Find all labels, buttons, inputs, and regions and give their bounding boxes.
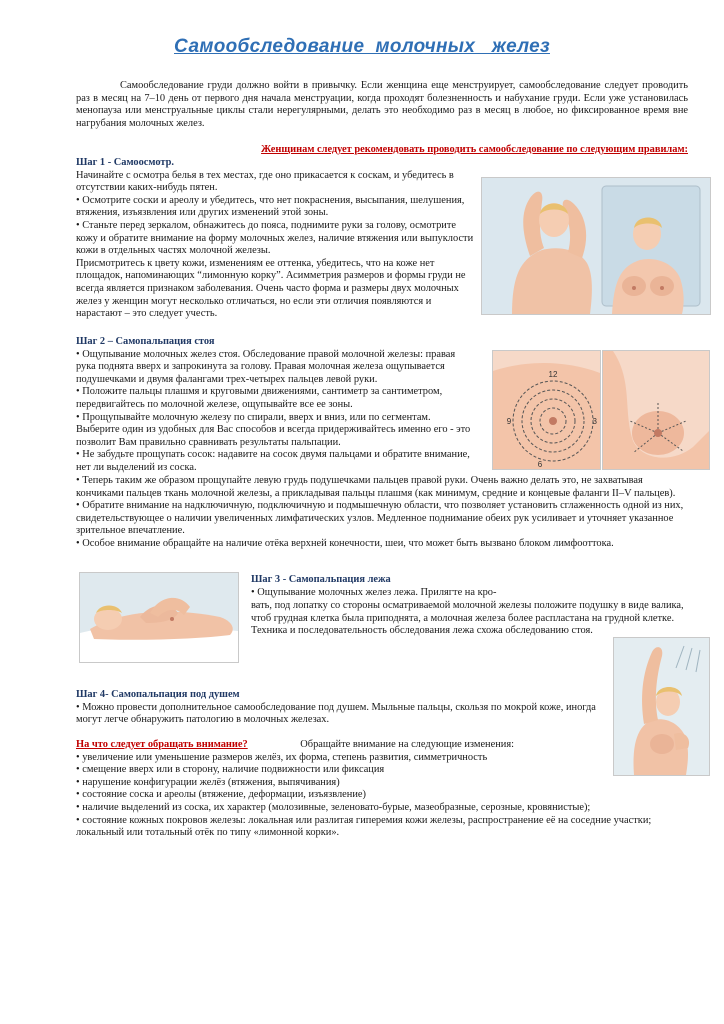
step3-text: вать, под лопатку со стороны осматриваемой молочной железы положите подушку в виде валика, чтоб грудная клетка была приподнята, а молочная железа более распластана на грудной клетке. Техника и последовательность обследования лежа схожа обследованию стоя. — [251, 600, 684, 637]
intro-text: Самообследование груди должно войти в привычку. Если женщина еще менструирует, самообследование следует проводить раз в месяц на 7–10 день от первого дня начала менструации, когда проходят болезненность и набухание груди. Если уже установилась менопауза или менструальные циклы стали нерегулярными, делать это необходимо раз в месяц в любое, но фиксированное время вне нагрубания молочных желез. — [76, 80, 688, 129]
step2-line: • Ощупывание молочных желез стоя. Обследование правой молочной железы: правая рука поднята вверх и запрокинута за голову. Правая молочная железа ощупывается подушечками и двумя фалангами трех-четырех пальцев левой руки. — [76, 348, 456, 385]
attention-item: • состояние кожных покровов железы: локальная или разлитая гиперемия кожи железы, распространение её на соседние участки; локальный или тотальный отёк по типу «лимонной корки». — [76, 814, 652, 839]
attention-item: • состояние соска и ареолы (втяжение, деформации, изъязвление) — [76, 789, 366, 801]
attention-item: • увеличение или уменьшение размеров желёз, их форма, степень развития, симметричность — [76, 751, 488, 763]
mirror-exam-illustration — [481, 177, 711, 315]
page-title: Самообследование молочных желез — [174, 36, 550, 57]
clock-label-9: 9 — [506, 417, 512, 426]
step2-section — [76, 336, 476, 475]
step2-continued — [76, 475, 688, 551]
step1-line: Начинайте с осмотра белья в тех местах, где оно прикасается к соскам, и убедитесь в отсутствии каких-нибудь пятен. — [76, 169, 454, 194]
step1-line: • Станьте перед зеркалом, обнажитесь до пояса, поднимите руки за голову, осмотрите кожу и обратите внимание на форму молочных желез, наличие втяжения или выпуклости кожи в отдельных частях молочной железы. — [76, 219, 474, 257]
step4-heading: Шаг 4- Самопальпация под душем — [76, 689, 240, 700]
step2-wide-line: • Особое внимание обращайте на наличие отёка верхней конечности, шеи, что может быть вызвано блоком лимфооттока. — [76, 537, 614, 549]
attention-section — [76, 739, 688, 840]
step2-heading: Шаг 2 – Самопальпация стоя — [76, 336, 215, 347]
attention-subheading: Обращайте внимание на следующие изменения: — [300, 739, 515, 750]
rules-heading: Женщинам следует рекомендовать проводить самообследование по следующим правилам: — [261, 144, 688, 155]
step2-line: • Положите пальцы плашмя и круговыми движениями, сантиметр за сантиметром, передвигайтесь по молочной железе, ощупывайте все ее зоны. — [76, 386, 443, 410]
step2-line: • Не забудьте прощупать сосок: надавите на сосок двумя пальцами и обратите внимание, нет ли выделений из соска. — [76, 449, 470, 473]
step1-line: • Осмотрите соски и ареолу и убедитесь, что нет покраснения, высыпания, шелушения, втяжения, изъязвления или других изменений этой зоны. — [76, 194, 465, 219]
lying-exam-illustration — [79, 572, 239, 663]
step1-heading: Шаг 1 - Самоосмотр. — [76, 157, 175, 168]
step2-wide-line: • Теперь таким же образом прощупайте левую грудь подушечками пальцев правой руки. Очень важно делать это, не захватывая кончиками пальцев ткань молочной железы, а прикладывая пальцы плашмя (как минимум, средние и концевые фаланги II–V пальцев). — [76, 475, 676, 499]
attention-item: • нарушение конфигурации желёз (втяжения, выпячивания) — [76, 776, 340, 788]
palpation-spiral-diagram — [492, 350, 601, 470]
step3-heading: Шаг 3 - Самопальпация лежа — [251, 574, 391, 585]
attention-heading: На что следует обращать внимание? — [76, 739, 248, 750]
step3-section — [251, 574, 611, 599]
intro-paragraph — [76, 80, 688, 130]
step1-section — [76, 157, 476, 321]
clock-label-3: 3 — [592, 417, 597, 426]
step4-section — [76, 689, 606, 727]
step3-first-line: • Ощупывание молочных желез лежа. Прилягте на кро- — [251, 586, 497, 598]
step2-line: • Прощупывайте молочную железу по спирали, вверх и вниз, или по сегментам. Выберите один из удобных для Вас способов и всегда придерживайтесь именно его - это позволит Вам правильно сравнивать результаты пальпации. — [76, 411, 471, 448]
step2-wide-line: • Обратите внимание на надключичную, подключичную и подмышечную области, что позволяет установить сглаженность одной из них, свидетельствующее о наличии увеличенных лимфатических узлов. Медленное поднимание обеих рук усиливает и уточняет указанное зрительное впечатление. — [76, 500, 684, 537]
attention-item: • смещение вверх или в сторону, наличие подвижности или фиксация — [76, 764, 385, 776]
attention-item: • наличие выделений из соска, их характер (молозивные, зеленовато-бурые, мазеобразные, серозные, кровянистые); — [76, 801, 591, 813]
step3-continued — [251, 600, 688, 638]
clock-label-12: 12 — [548, 370, 558, 379]
clock-label-6: 6 — [537, 460, 543, 469]
step4-text: • Можно провести дополнительное самообследование под душем. Мыльные пальцы, скользя по мокрой коже, иногда могут легче обнаружить патологию в молочных железах. — [76, 701, 596, 726]
step1-line: Присмотритесь к цвету кожи, изменениям ее оттенка, убедитесь, что на коже нет площадок, напоминающих “лимонную корку”. Асимметрия размеров и формы груди не всегда является признаком заболевания. Очень часто форма и размеры двух молочных желез у женщин могут несколько отличаться, но если эти отличия появляются и нарастают – это следует учесть. — [76, 257, 466, 320]
palpation-segment-diagram — [602, 350, 710, 470]
